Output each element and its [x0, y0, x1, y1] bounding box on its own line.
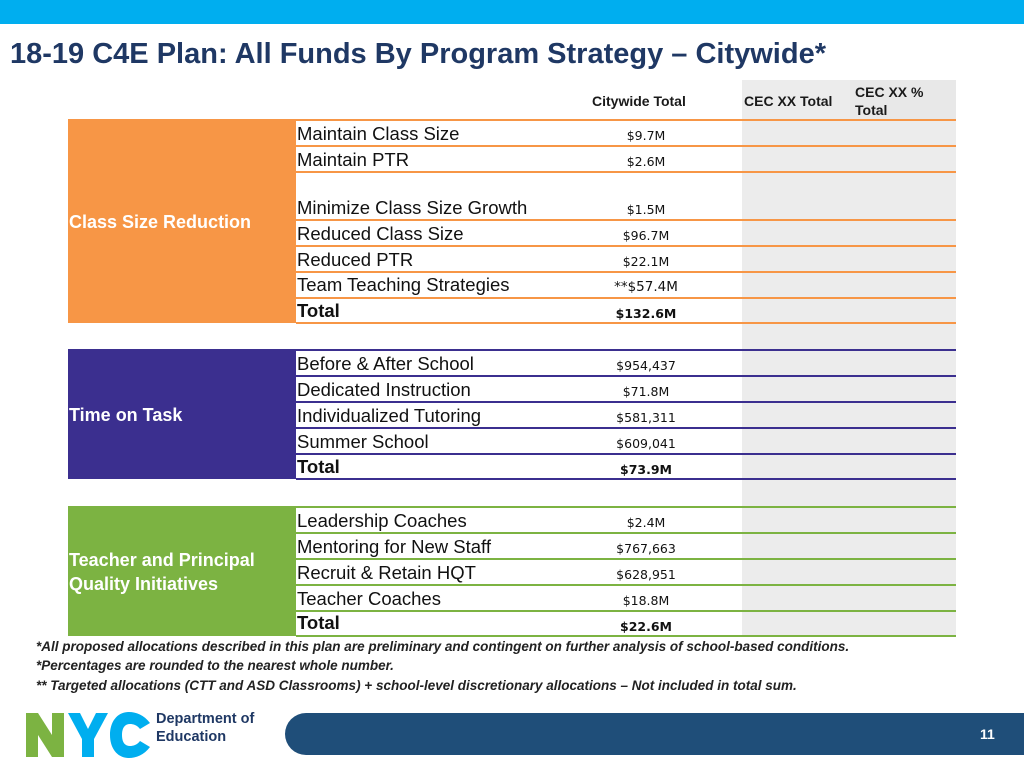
row-divider	[296, 297, 956, 299]
column-header-cec-total: CEC XX Total	[744, 93, 833, 109]
citywide-value: $18.8M	[622, 593, 670, 608]
total-value: $22.6M	[620, 619, 672, 634]
strategy-label: Maintain Class Size	[297, 123, 460, 144]
department-name	[156, 710, 254, 746]
section-label-time-on-task: Time on Task	[69, 405, 183, 425]
citywide-value: $767,663	[616, 541, 676, 556]
section-label-class-size-reduction: Class Size Reduction	[69, 212, 252, 232]
total-value: $132.6M	[615, 306, 677, 321]
strategy-label: Maintain PTR	[297, 149, 410, 170]
citywide-value: $71.8M	[622, 384, 670, 399]
row-divider	[296, 453, 956, 455]
row-divider	[296, 349, 956, 351]
row-divider	[296, 532, 956, 534]
row-divider	[296, 427, 956, 429]
citywide-value: $628,951	[616, 567, 676, 582]
total-label: Total	[297, 612, 340, 633]
total-label: Total	[297, 456, 340, 477]
row-divider	[296, 145, 956, 147]
strategy-label: Before & After School	[297, 353, 474, 374]
row-divider	[296, 271, 956, 273]
strategy-label: Reduced PTR	[297, 249, 414, 270]
strategy-label: Individualized Tutoring	[297, 405, 482, 426]
strategy-label: Team Teaching Strategies	[297, 274, 510, 295]
row-divider	[296, 219, 956, 221]
row-divider	[296, 610, 956, 612]
citywide-value: $2.4M	[626, 515, 666, 530]
top-accent-bar	[0, 0, 1024, 24]
row-divider	[296, 171, 956, 173]
column-header-citywide-total: Citywide Total	[592, 93, 686, 109]
strategy-label: Summer School	[297, 431, 429, 452]
strategy-label: Reduced Class Size	[297, 223, 464, 244]
strategy-label: Leadership Coaches	[297, 510, 467, 531]
strategy-label: Minimize Class Size Growth	[297, 197, 528, 218]
row-divider	[296, 478, 956, 480]
citywide-value: $9.7M	[626, 128, 666, 143]
section-label-line1: Teacher and Principal	[69, 550, 255, 570]
footer-bar	[285, 713, 1024, 755]
cec-columns-background	[742, 80, 956, 636]
department-line1: Department of	[156, 711, 255, 727]
row-divider	[296, 401, 956, 403]
citywide-value: **$57.4M	[614, 279, 678, 295]
row-divider	[296, 558, 956, 560]
citywide-value: $609,041	[616, 436, 676, 451]
row-divider	[296, 584, 956, 586]
column-header-cec-pct-line2: Total	[855, 102, 888, 118]
row-divider	[296, 322, 956, 324]
section-label-line2: Quality Initiatives	[69, 574, 219, 594]
footnote-preliminary: *All proposed allocations described in this plan are preliminary and contingent on further analysis of school-based conditions.	[36, 639, 850, 654]
total-label: Total	[297, 300, 340, 321]
citywide-value: $581,311	[616, 410, 676, 425]
citywide-value: $954,437	[616, 358, 676, 373]
footnote-targeted-allocations: ** Targeted allocations (CTT and ASD Classrooms) + school-level discretionary allocations – Not included in total sum.	[36, 678, 797, 693]
citywide-value: $22.1M	[622, 254, 670, 269]
citywide-value: $96.7M	[622, 228, 670, 243]
department-line2: Education	[156, 729, 227, 745]
page-title: 18-19 C4E Plan: All Funds By Program Strategy – Citywide*	[10, 38, 826, 70]
row-divider	[296, 245, 956, 247]
footnote-rounding: *Percentages are rounded to the nearest whole number.	[36, 658, 394, 673]
row-divider	[296, 119, 956, 121]
page-number: 11	[980, 726, 995, 742]
column-header-cec-pct-line1: CEC XX %	[855, 84, 924, 100]
strategy-label: Recruit & Retain HQT	[297, 562, 476, 583]
strategy-label: Teacher Coaches	[297, 588, 441, 609]
row-divider	[296, 635, 956, 637]
citywide-value: $1.5M	[626, 202, 666, 217]
nyc-logo-icon	[24, 709, 154, 759]
strategy-label: Dedicated Instruction	[297, 379, 471, 400]
row-divider	[296, 506, 956, 508]
total-value: $73.9M	[620, 462, 672, 477]
citywide-value: $2.6M	[626, 154, 666, 169]
strategy-label: Mentoring for New Staff	[297, 536, 491, 557]
row-divider	[296, 375, 956, 377]
